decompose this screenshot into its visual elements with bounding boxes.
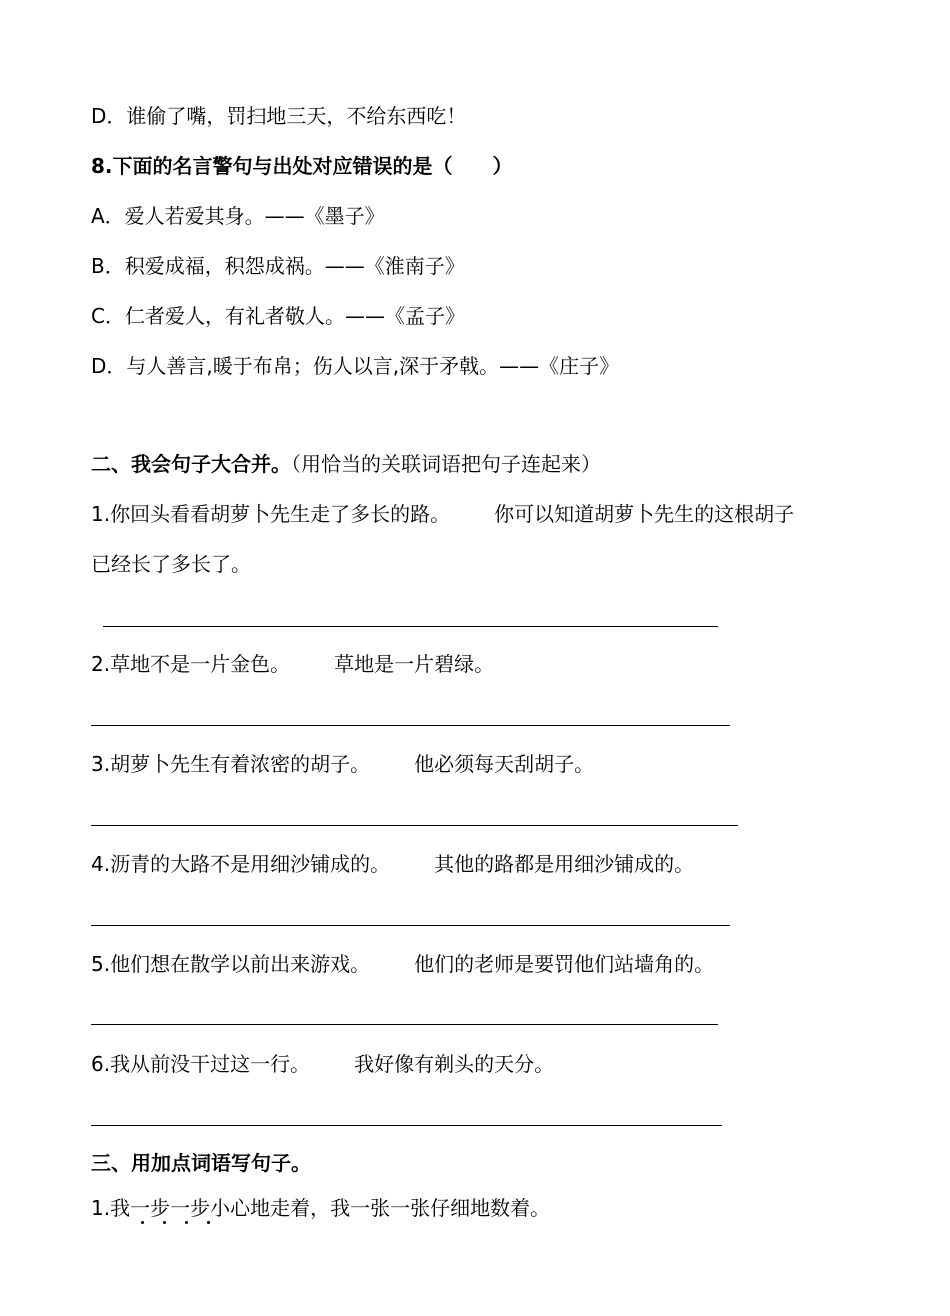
q7-option-d: D．谁偷了嘴，罚扫地三天，不给东西吃！ [91, 104, 467, 128]
emphasis-dot [207, 1221, 210, 1224]
question-8-option-a: A．爱人若爱其身。——《墨子》 [91, 204, 385, 228]
answer-line-4[interactable] [91, 925, 730, 926]
sentence-a: 5.他们想在散学以前出来游戏。 [91, 952, 371, 976]
combine-item-3 [91, 752, 594, 776]
sentence-a: 6.我从前没干过这一行。 [91, 1052, 311, 1076]
emphasis-dot [141, 1221, 144, 1224]
section-2-title: 二、我会句子大合并。 [91, 452, 291, 476]
sentence-a: 3.胡萝卜先生有着浓密的胡子。 [91, 752, 371, 776]
answer-line-1[interactable] [103, 626, 718, 627]
combine-item-4 [91, 852, 694, 876]
answer-line-6[interactable] [91, 1125, 722, 1126]
sentence-b: 他们的老师是要罚他们站墙角的。 [414, 952, 715, 976]
combine-item-6 [91, 1052, 554, 1076]
combine-item-2 [91, 652, 494, 676]
section-3-item-1: 1.我一步一步小心地走着，我一张一张仔细地数着。 [91, 1196, 551, 1220]
combine-item-5 [91, 952, 714, 976]
section-2-instruction: （用恰当的关联词语把句子连起来） [291, 452, 601, 476]
sentence-a: 1.你回头看看胡萝卜先生走了多长的路。 [91, 502, 451, 526]
emphasis-dot [185, 1221, 188, 1224]
sentence-b: 草地是一片碧绿。 [334, 652, 495, 676]
sentence-a: 2.草地不是一片金色。 [91, 652, 291, 676]
answer-line-5[interactable] [91, 1024, 718, 1025]
question-8-option-b: B．积爱成福，积怨成祸。——《淮南子》 [91, 254, 465, 278]
question-8-option-c: C．仁者爱人，有礼者敬人。——《孟子》 [91, 304, 465, 328]
answer-line-3[interactable] [91, 825, 738, 826]
emphasis-dot [163, 1221, 166, 1224]
combine-item-1 [91, 502, 794, 526]
section-2-heading [91, 452, 601, 476]
sentence-a: 4.沥青的大路不是用细沙铺成的。 [91, 852, 391, 876]
answer-line-2[interactable] [91, 725, 730, 726]
combine-item-1-continued: 已经长了多长了。 [91, 552, 251, 576]
sentence-b: 我好像有剃头的天分。 [354, 1052, 555, 1076]
sentence-b: 你可以知道胡萝卜先生的这根胡子 [494, 502, 795, 526]
question-8-stem: 8.下面的名言警句与出处对应错误的是（ ） [91, 154, 513, 178]
question-8-option-d: D．与人善言,暖于布帛；伤人以言,深于矛戟。——《庄子》 [91, 354, 620, 378]
section-3-title: 三、用加点词语写句子。 [91, 1151, 311, 1175]
sentence-b: 其他的路都是用细沙铺成的。 [434, 852, 695, 876]
sentence-b: 他必须每天刮胡子。 [414, 752, 595, 776]
